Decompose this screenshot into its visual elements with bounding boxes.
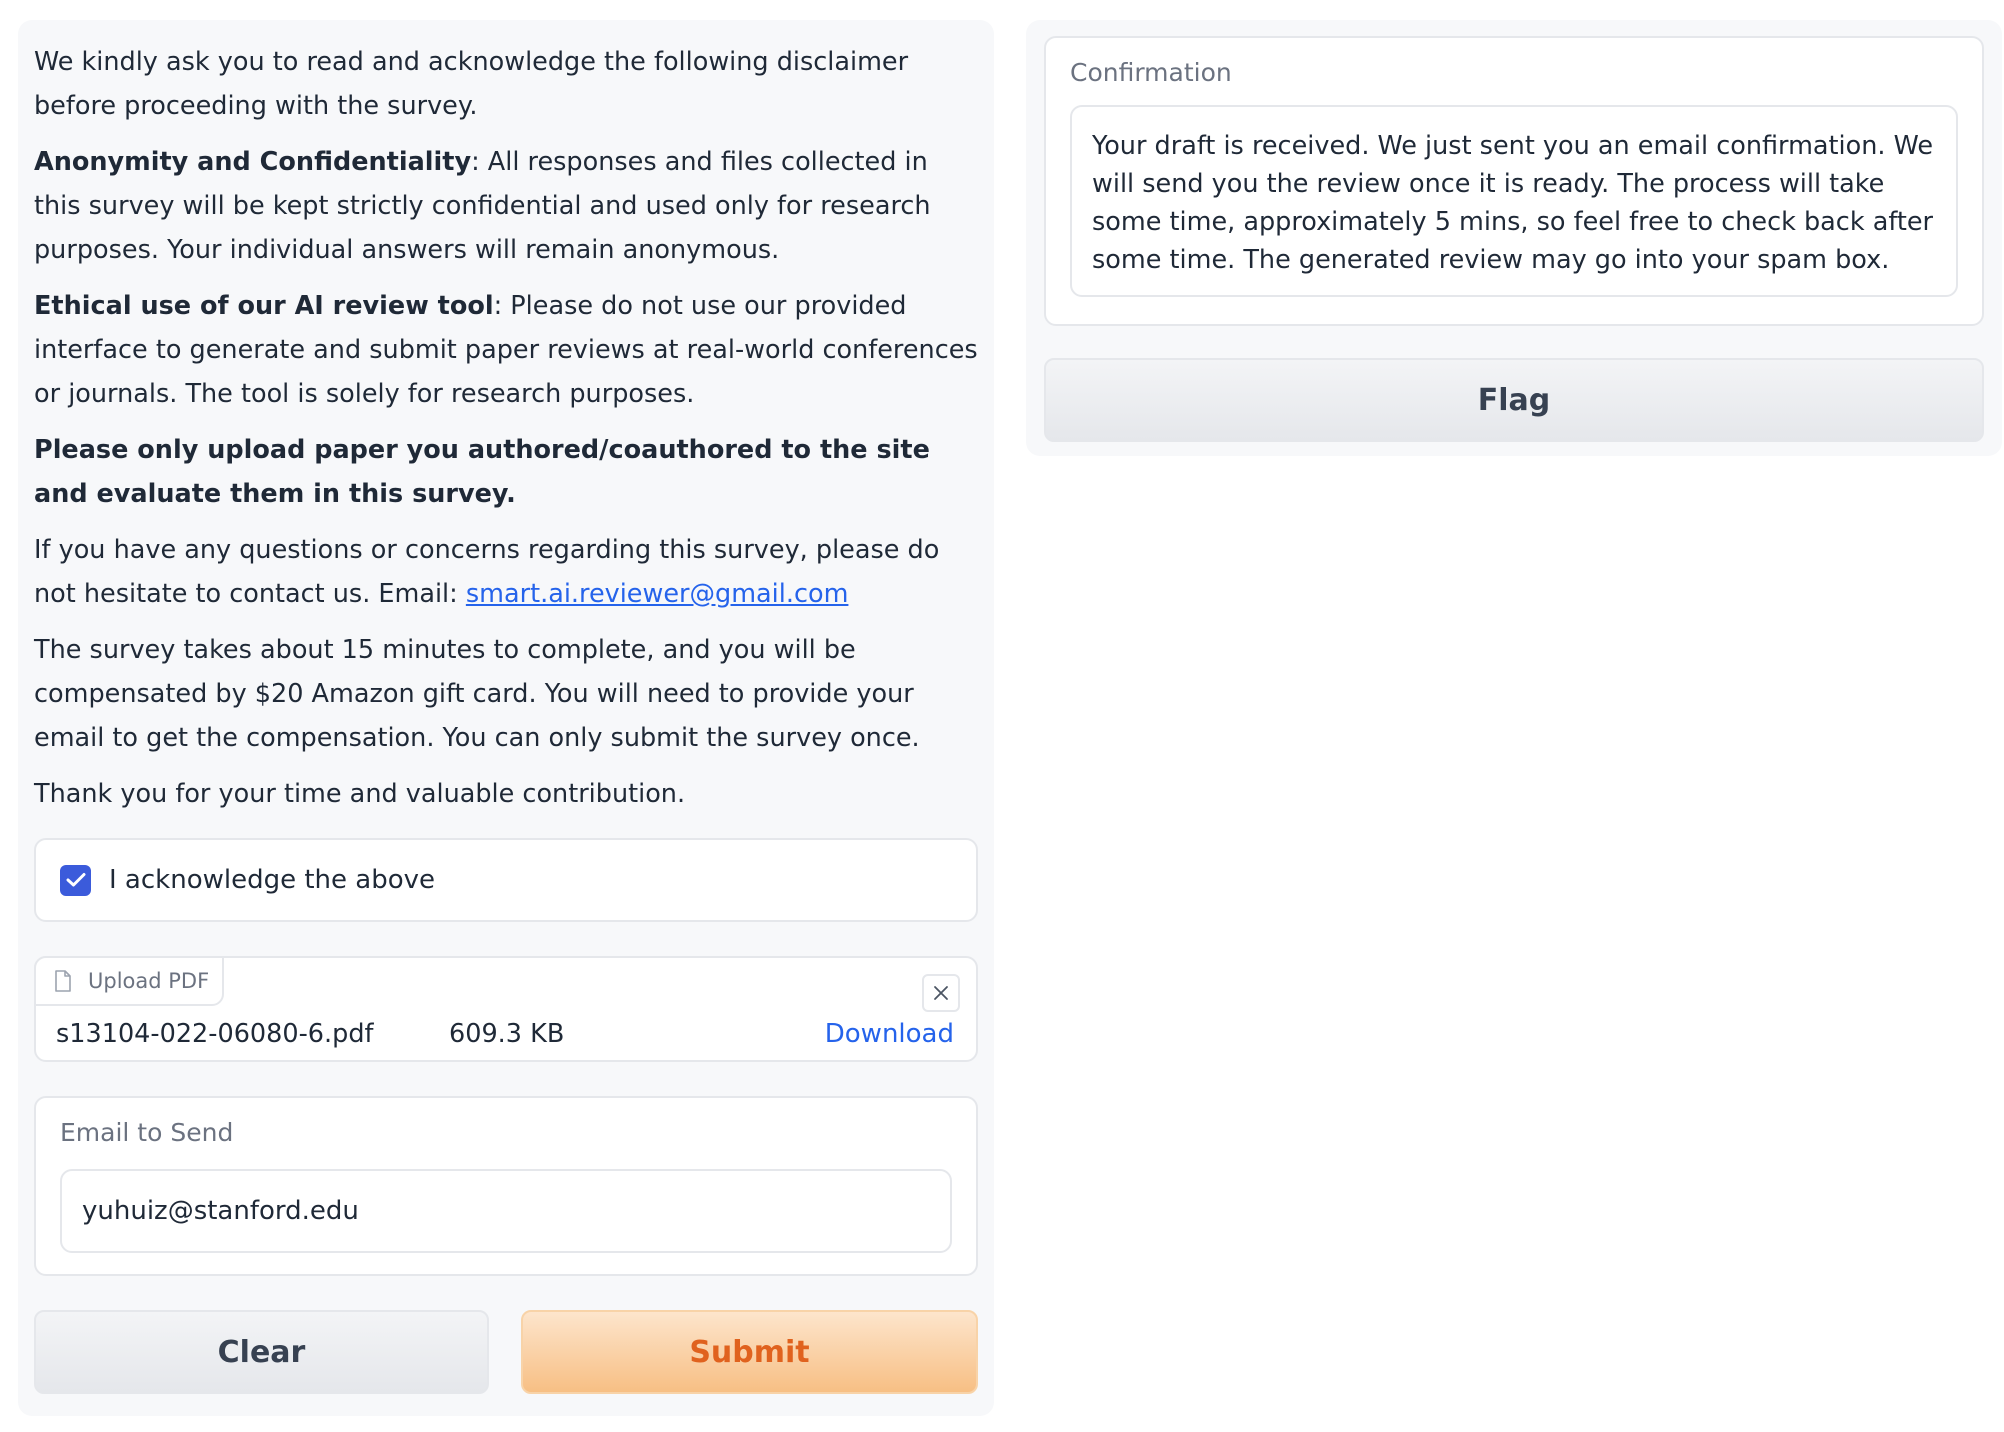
email-card [34,1096,978,1276]
confirmation-label: Confirmation [1070,58,1232,87]
close-icon [933,985,949,1001]
disclaimer-contact [34,528,978,616]
contact-email-link[interactable]: smart.ai.reviewer@gmail.com [465,579,849,609]
file-name: s13104-022-06080-6.pdf [56,1019,374,1049]
disclaimer [34,40,978,816]
contact-text: If you have any questions or concerns regarding this survey, please do not hesitate to contact us. Email: [34,535,940,609]
upload-notice-text: Please only upload paper you authored/coauthored to the site and evaluate them in this survey. [34,435,930,509]
acknowledge-checkbox-card[interactable] [34,838,978,922]
action-buttons [34,1310,978,1394]
left-panel [18,20,994,1416]
clear-button[interactable]: Clear [34,1310,489,1394]
download-link[interactable]: Download [824,1019,954,1049]
confirmation-card [1044,36,1984,326]
file-icon [54,970,72,992]
ethics-title: Ethical use of our AI review tool [34,291,494,321]
flag-button[interactable]: Flag [1044,358,1984,442]
disclaimer-compensation: The survey takes about 15 minutes to complete, and you will be compensated by $20 Amazon gift card. You will need to provide your email to get the compensation. You can only submit the survey once. [34,635,920,753]
disclaimer-upload-notice [34,428,978,516]
upload-pdf-label: Upload PDF [88,969,210,993]
confirmation-textbox[interactable]: Your draft is received. We just sent you an email confirmation. We will send you the review once it is ready. The process will take some time, approximately 5 mins, so feel free to check back after some time. The generated review may go into your spam box. [1070,105,1958,297]
upload-pdf-card [34,956,978,1062]
email-label: Email to Send [60,1118,234,1147]
upload-pdf-tab[interactable] [34,956,224,1006]
ethics-text: : Please do not use our provided interface to generate and submit paper reviews at real-world conferences or journals. The tool is solely for research purposes. [34,291,978,409]
right-panel [1026,20,2002,456]
acknowledge-label: I acknowledge the above [109,865,436,895]
disclaimer-anonymity [34,140,978,272]
file-size: 609.3 KB [449,1019,565,1049]
checkmark-icon [66,872,86,888]
anonymity-text: : All responses and files collected in this survey will be kept strictly confidential and used only for research purposes. Your individual answers will remain anonymous. [34,147,931,265]
email-input[interactable] [60,1169,952,1253]
uploaded-file-row [56,1014,954,1054]
disclaimer-thanks: Thank you for your time and valuable contribution. [34,779,686,809]
disclaimer-ethics [34,284,978,416]
acknowledge-checkbox[interactable] [60,865,91,896]
disclaimer-intro: We kindly ask you to read and acknowledge the following disclaimer before proceeding with the survey. [34,47,909,121]
anonymity-title: Anonymity and Confidentiality [34,147,472,177]
submit-button[interactable]: Submit [521,1310,978,1394]
remove-file-button[interactable] [922,974,960,1012]
